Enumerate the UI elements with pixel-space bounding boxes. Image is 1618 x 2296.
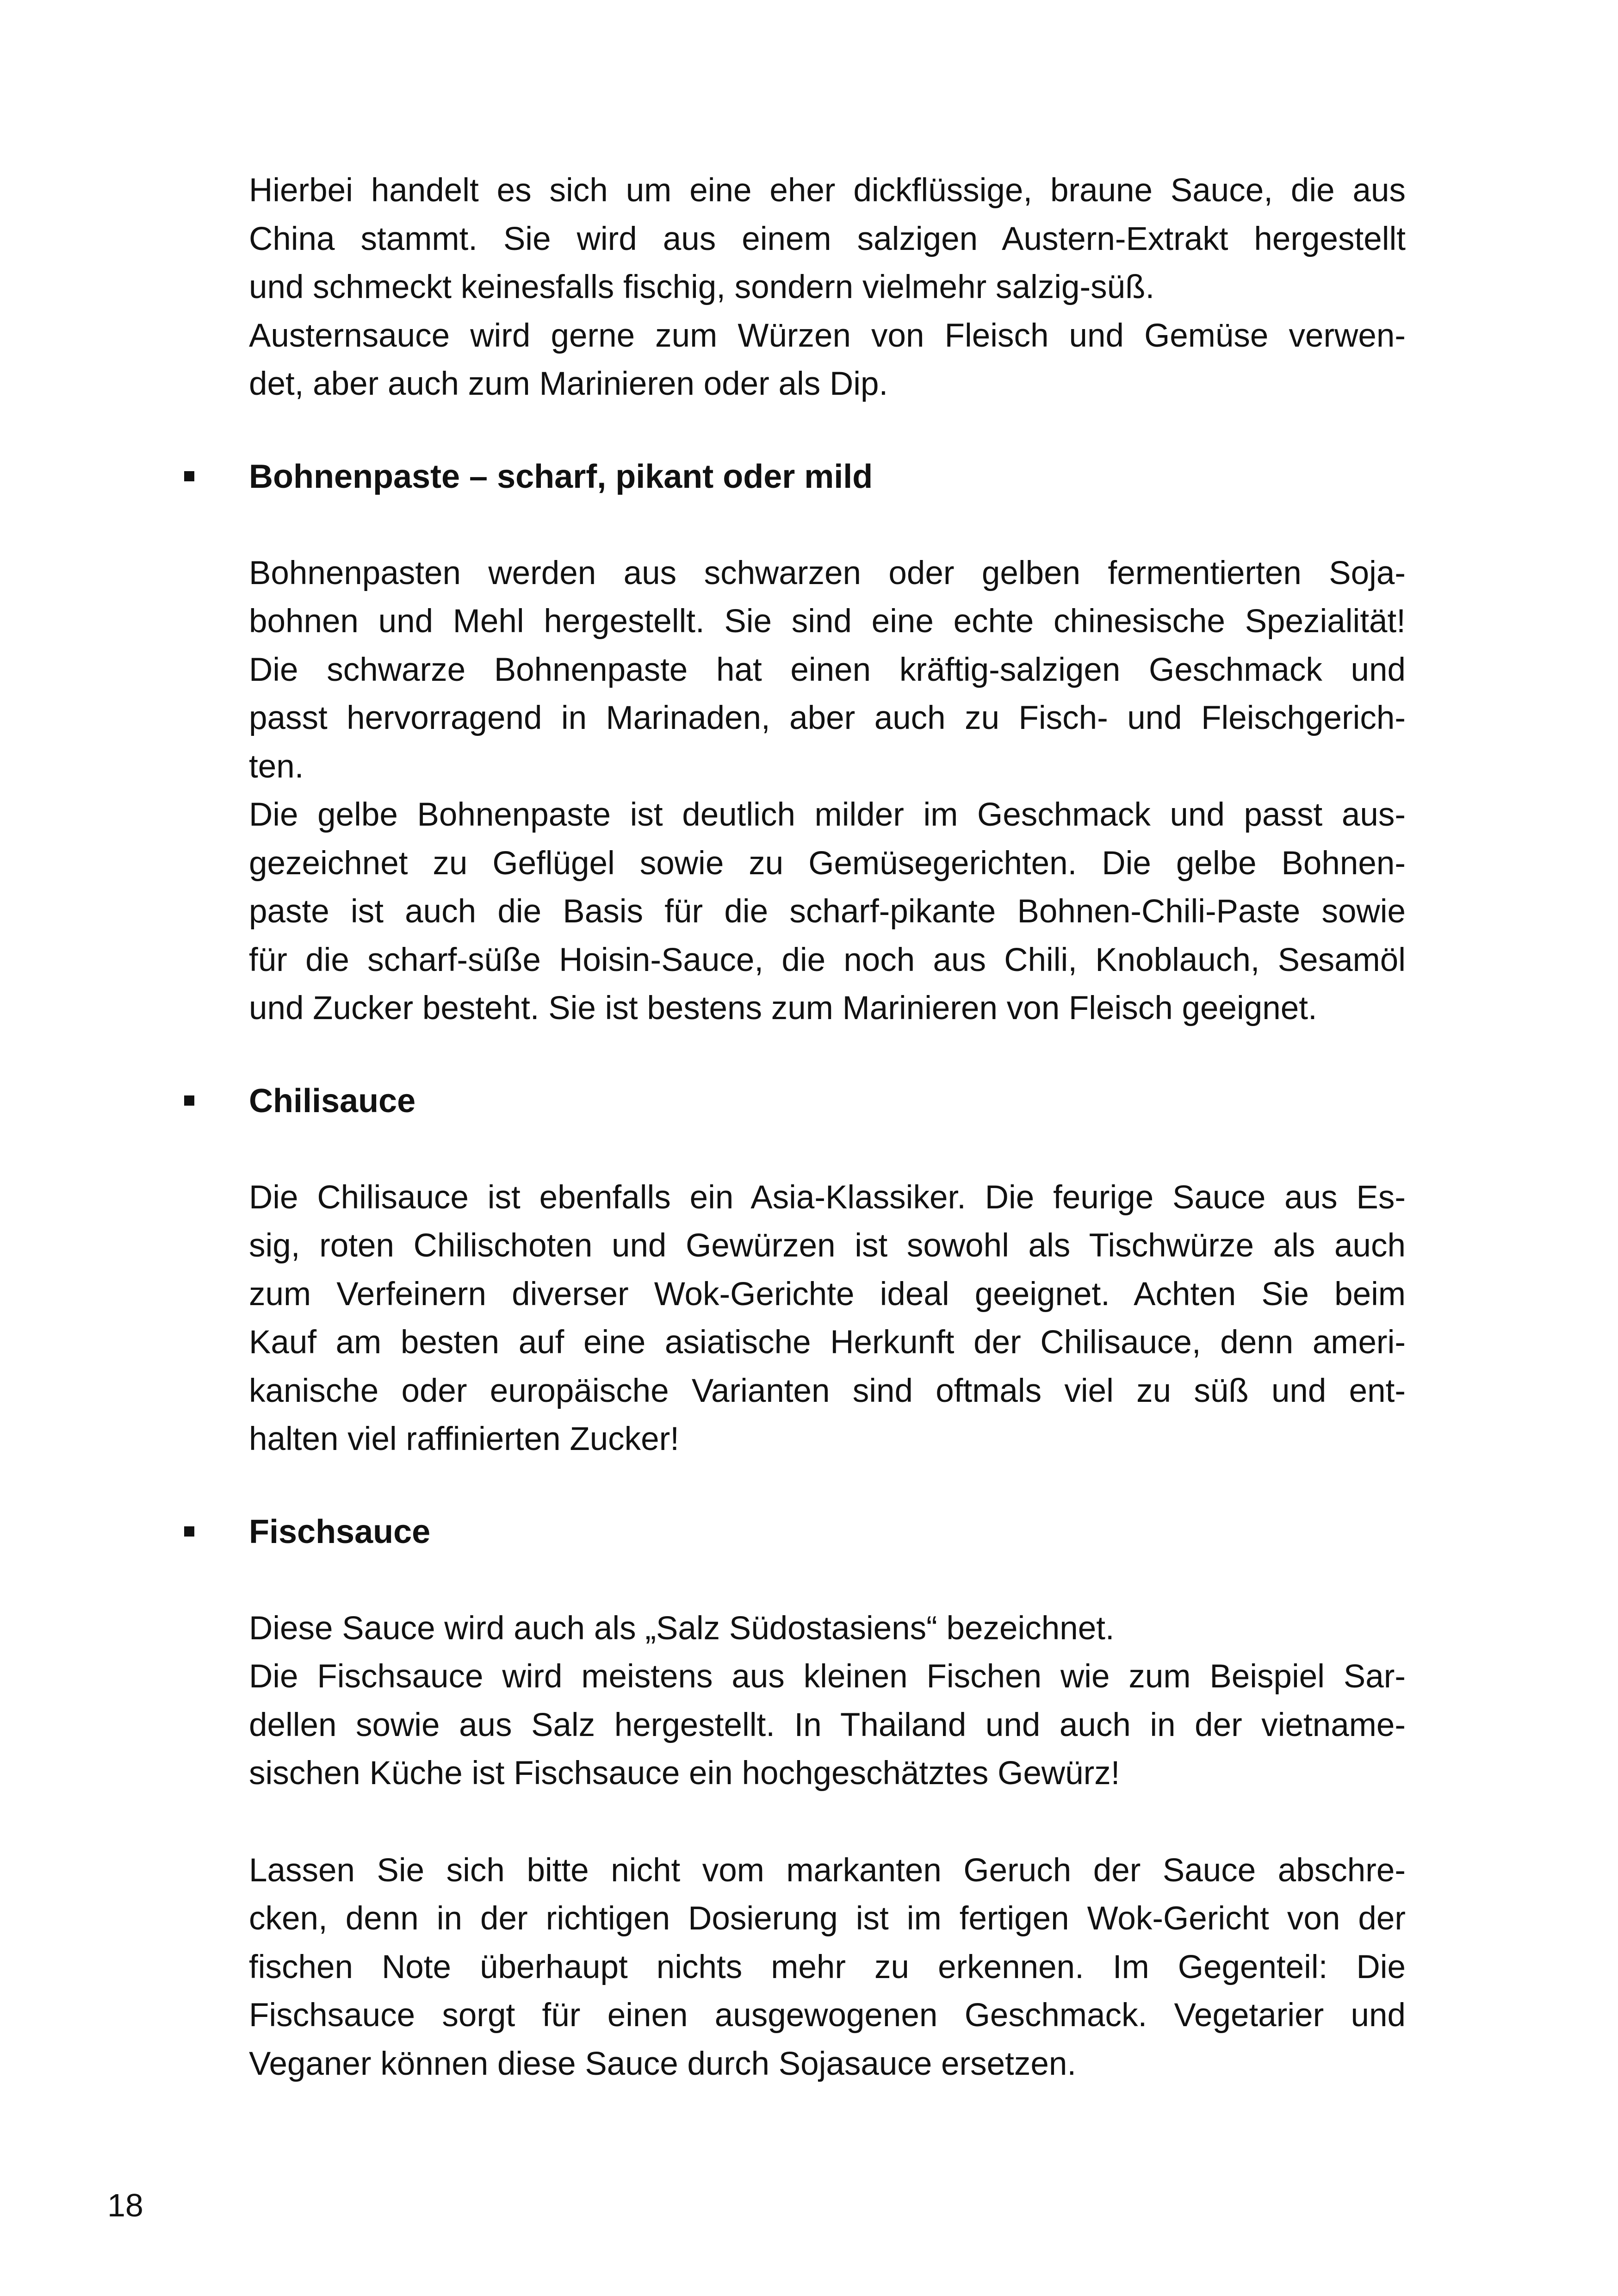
text-line: bohnen und Mehl hergestellt. Sie sind eine echte chinesische Spezialität!: [249, 603, 1406, 640]
text-line: Die Chilisauce ist ebenfalls ein Asia-Klassiker. Die feurige Sauce aus Es-: [249, 1179, 1406, 1216]
text-line: kanische oder europäische Varianten sind oftmals viel zu süß und ent-: [249, 1372, 1406, 1409]
intro-paragraph: [249, 167, 1406, 409]
text-line: Bohnenpasten werden aus schwarzen oder gelben fermentierten Soja-: [249, 554, 1406, 591]
text-line: det, aber auch zum Marinieren oder als Dip.: [249, 366, 888, 402]
text-line: Diese Sauce wird auch als „Salz Südostasiens“ bezeichnet.: [249, 1610, 1115, 1647]
section-paragraph: [249, 549, 1406, 1033]
text-line: Austernsauce wird gerne zum Würzen von Fleisch und Gemüse verwen-: [249, 317, 1406, 354]
bullet-square-icon: [184, 1526, 194, 1537]
text-line: Lassen Sie sich bitte nicht vom markanten Geruch der Sauce abschre-: [249, 1852, 1406, 1889]
text-line: ten.: [249, 748, 304, 785]
text-line: Veganer können diese Sauce durch Sojasauce ersetzen.: [249, 2045, 1077, 2082]
bullet-square-icon: [184, 471, 194, 481]
text-line: Die Fischsauce wird meistens aus kleinen Fischen wie zum Beispiel Sar-: [249, 1658, 1406, 1695]
text-line: paste ist auch die Basis für die scharf-pikante Bohnen-Chili-Paste sowie: [249, 893, 1406, 930]
text-line: Hierbei handelt es sich um eine eher dickflüssige, braune Sauce, die aus: [249, 172, 1406, 209]
text-line: halten viel raffinierten Zucker!: [249, 1421, 680, 1457]
text-line: und schmeckt keinesfalls fischig, sondern vielmehr salzig-süß.: [249, 269, 1155, 305]
section-heading-text: Chilisauce: [249, 1082, 416, 1120]
section-heading-chilisauce: [249, 1077, 1406, 1125]
text-line: fischen Note überhaupt nichts mehr zu erkennen. Im Gegenteil: Die: [249, 1948, 1406, 1985]
text-line: für die scharf-süße Hoisin-Sauce, die noch aus Chili, Knoblauch, Sesamöl: [249, 941, 1406, 978]
text-line: Die gelbe Bohnenpaste ist deutlich milder im Geschmack und passt aus-: [249, 796, 1406, 833]
text-line: gezeichnet zu Geflügel sowie zu Gemüsegerichten. Die gelbe Bohnen-: [249, 845, 1406, 882]
section-paragraph: [249, 1174, 1406, 1464]
text-line: China stammt. Sie wird aus einem salzigen Austern-Extrakt hergestellt: [249, 220, 1406, 257]
section-heading-text: Fischsauce: [249, 1513, 431, 1550]
section-paragraph: [249, 1605, 1406, 1798]
text-line: sig, roten Chilischoten und Gewürzen ist sowohl als Tischwürze als auch: [249, 1227, 1406, 1264]
text-column: [249, 167, 1406, 2088]
section-paragraph: [249, 1847, 1406, 2089]
text-line: Kauf am besten auf eine asiatische Herkunft der Chilisauce, denn ameri-: [249, 1324, 1406, 1361]
text-line: cken, denn in der richtigen Dosierung ist im fertigen Wok-Gericht von der: [249, 1900, 1406, 1937]
text-line: und Zucker besteht. Sie ist bestens zum Marinieren von Fleisch geeignet.: [249, 990, 1317, 1027]
section-heading-text: Bohnenpaste – scharf, pikant oder mild: [249, 458, 873, 495]
text-line: sischen Küche ist Fischsauce ein hochgeschätztes Gewürz!: [249, 1755, 1120, 1792]
text-line: dellen sowie aus Salz hergestellt. In Thailand und auch in der vietname-: [249, 1706, 1406, 1743]
text-line: zum Verfeinern diverser Wok-Gerichte ideal geeignet. Achten Sie beim: [249, 1276, 1406, 1313]
text-line: Die schwarze Bohnenpaste hat einen kräftig-salzigen Geschmack und: [249, 651, 1406, 688]
text-line: passt hervorragend in Marinaden, aber auch zu Fisch- und Fleischgerich-: [249, 700, 1406, 736]
section-heading-bohnenpaste: [249, 453, 1406, 501]
text-line: Fischsauce sorgt für einen ausgewogenen Geschmack. Vegetarier und: [249, 1997, 1406, 2034]
bullet-square-icon: [184, 1095, 194, 1106]
page-number: 18: [107, 2187, 143, 2223]
section-heading-fischsauce: [249, 1508, 1406, 1556]
